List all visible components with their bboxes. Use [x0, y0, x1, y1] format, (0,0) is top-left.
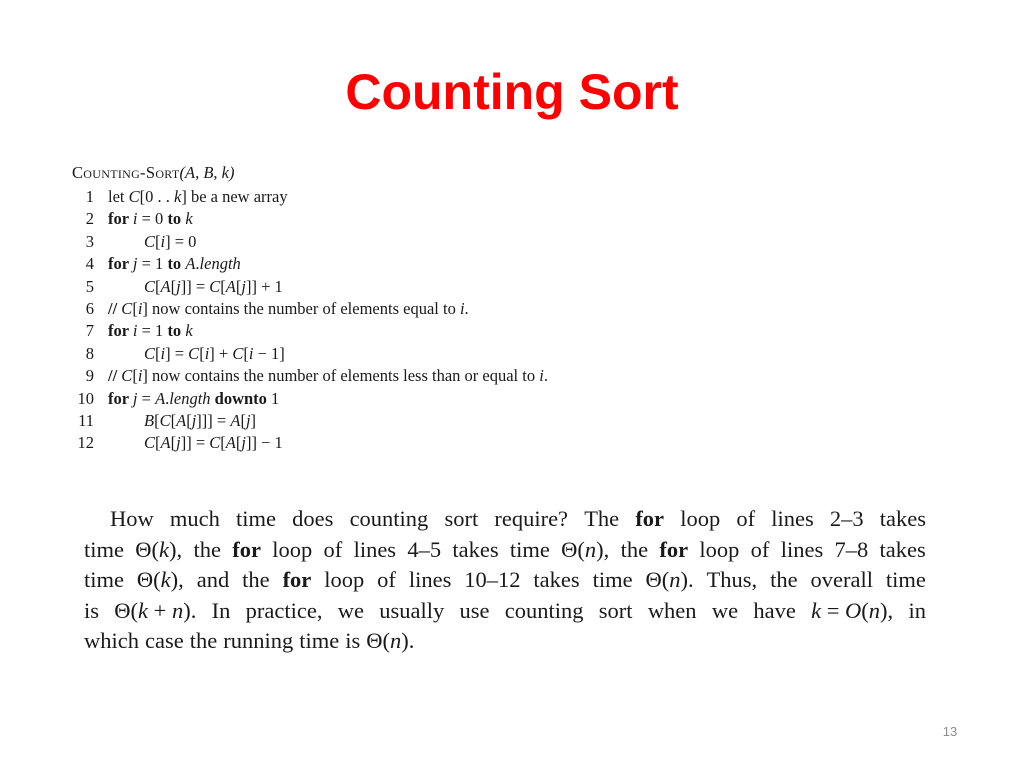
- word: we: [337, 597, 364, 623]
- keyword: to: [167, 209, 186, 229]
- code-text: C: [188, 343, 200, 363]
- word: time: [84, 567, 124, 592]
- code-text: j: [132, 388, 138, 408]
- code-text: i: [204, 343, 210, 363]
- code-text: j: [241, 276, 246, 296]
- word: have: [753, 597, 796, 623]
- code-text: [: [154, 410, 160, 430]
- word: time: [885, 567, 926, 592]
- code-text: [: [186, 410, 192, 430]
- word: lines: [353, 536, 397, 562]
- line-code: [108, 410, 712, 432]
- keyword: to: [167, 321, 186, 341]
- page-number: 13: [942, 724, 958, 739]
- word: time: [592, 567, 633, 592]
- code-text: let: [108, 187, 129, 206]
- word: takes: [533, 567, 580, 592]
- code-text: [: [240, 410, 246, 430]
- code-text: A: [230, 410, 241, 430]
- word: Θ(k),: [136, 567, 184, 592]
- code-text: A: [176, 410, 187, 430]
- pseudocode-block: [72, 160, 712, 455]
- word: of: [377, 567, 396, 592]
- code-text: [: [235, 276, 242, 296]
- word: In: [211, 597, 231, 623]
- word: Thus,: [706, 567, 758, 592]
- line-number: 6: [85, 298, 94, 318]
- word: Θ(n),: [561, 536, 610, 562]
- code-text: C: [128, 187, 140, 206]
- keyword: //: [108, 298, 122, 318]
- code-text: [: [220, 276, 226, 296]
- algorithm-name: Counting-Sort: [72, 163, 180, 182]
- code-text: C: [121, 366, 133, 386]
- code-text: i: [160, 231, 166, 251]
- word: loop: [699, 536, 740, 562]
- code-text: ]] =: [180, 276, 210, 296]
- code-text: B: [144, 410, 155, 430]
- word: for: [659, 536, 689, 562]
- pseudocode-line: [72, 410, 712, 432]
- word: the: [189, 628, 218, 653]
- word: 7–8: [834, 536, 869, 562]
- word: loop: [272, 536, 313, 562]
- word: 4–5: [407, 536, 442, 562]
- code-text: A: [155, 388, 166, 408]
- code-text: =: [137, 388, 156, 408]
- line-code: [108, 231, 712, 253]
- word: 2–3: [829, 506, 864, 531]
- code-text: .: [195, 254, 200, 274]
- code-text: k: [185, 209, 193, 229]
- code-text: ] now contains the number of elements less than or equal to: [142, 366, 540, 386]
- paragraph-line: [84, 596, 926, 627]
- keyword: downto: [210, 388, 272, 408]
- code-text: [: [170, 410, 177, 430]
- code-text: j: [191, 410, 197, 430]
- code-text: ]] − 1: [245, 433, 283, 453]
- code-text: ]] + 1: [245, 276, 283, 296]
- paragraph-line: [84, 535, 926, 566]
- code-text: ] be a new array: [181, 187, 288, 206]
- word: running: [223, 628, 294, 653]
- keyword: to: [167, 254, 186, 274]
- algorithm-signature: [72, 160, 712, 186]
- keyword: for: [108, 321, 133, 341]
- keyword: for: [108, 254, 133, 274]
- line-code: [108, 208, 712, 230]
- code-text: A: [185, 254, 196, 274]
- word: Θ(k),: [135, 536, 183, 562]
- keyword: for: [108, 209, 133, 229]
- code-text: i: [539, 366, 544, 386]
- word: sort: [444, 506, 479, 531]
- paragraph-line: [84, 504, 926, 535]
- word: is: [345, 628, 361, 653]
- pseudocode-lines: [72, 186, 712, 455]
- paragraph-line: [84, 626, 926, 657]
- word: for: [232, 536, 261, 562]
- word: loop: [324, 567, 365, 592]
- line-code: [108, 320, 712, 342]
- code-text: − 1]: [253, 343, 285, 363]
- code-text: .: [464, 298, 469, 318]
- code-text: ] +: [209, 343, 233, 363]
- code-text: A: [160, 276, 171, 296]
- word: usually: [379, 597, 445, 623]
- word: time: [509, 536, 550, 562]
- code-text: ] = 0: [165, 231, 197, 251]
- code-text: = 1: [137, 254, 168, 274]
- code-text: k: [185, 321, 193, 341]
- line-code: [108, 186, 712, 208]
- code-text: [: [220, 433, 226, 453]
- code-text: [: [235, 433, 242, 453]
- paragraph-line: [84, 565, 926, 596]
- word: in: [908, 597, 926, 623]
- pseudocode-line: [72, 298, 712, 320]
- line-code: [108, 253, 712, 275]
- word: time: [299, 628, 340, 653]
- line-number: 4: [85, 254, 94, 274]
- code-text: length: [199, 254, 241, 274]
- pseudocode-line: [72, 388, 712, 410]
- code-text: j: [245, 410, 251, 430]
- line-number: 8: [85, 343, 94, 363]
- code-text: i: [132, 321, 138, 341]
- code-text: A: [160, 433, 171, 453]
- word: takes: [879, 536, 926, 562]
- word: counting: [504, 597, 584, 623]
- word: we: [711, 597, 739, 623]
- code-text: i: [132, 209, 138, 229]
- word: lines: [408, 567, 452, 592]
- line-code: [108, 388, 712, 410]
- word: How: [110, 506, 154, 531]
- line-number: 3: [85, 231, 94, 251]
- code-text: i: [248, 343, 254, 363]
- code-text: [0 . .: [139, 187, 175, 206]
- pseudocode-line: [72, 276, 712, 298]
- word: use: [459, 597, 490, 623]
- line-number: 12: [77, 433, 94, 453]
- pseudocode-line: [72, 208, 712, 230]
- code-text: [: [155, 343, 161, 363]
- code-text: .: [165, 388, 170, 408]
- pseudocode-line: [72, 343, 712, 365]
- line-number: 5: [85, 276, 94, 296]
- word: time: [84, 536, 124, 562]
- word: is: [84, 597, 100, 623]
- line-number: 7: [85, 321, 94, 341]
- code-text: [: [170, 276, 177, 296]
- code-text: i: [137, 366, 143, 386]
- algorithm-args: (A, B, k): [179, 163, 235, 182]
- word: Θ(n).: [645, 567, 694, 592]
- code-text: ] =: [165, 343, 189, 363]
- line-code: [108, 365, 712, 387]
- code-text: = 1: [137, 321, 168, 341]
- line-code: [108, 298, 712, 320]
- word: takes: [879, 506, 926, 531]
- word: much: [169, 506, 220, 531]
- word: lines: [780, 536, 824, 562]
- code-text: i: [137, 298, 143, 318]
- word: case: [145, 628, 184, 653]
- line-code: [108, 432, 712, 454]
- code-text: C: [232, 343, 244, 363]
- word: and: [196, 567, 230, 592]
- pseudocode-line: [72, 320, 712, 342]
- line-number: 9: [85, 366, 94, 386]
- code-text: i: [160, 343, 166, 363]
- word: Θ(k + n).: [114, 597, 197, 623]
- word: when: [647, 597, 697, 623]
- code-text: C: [144, 433, 156, 453]
- word: 10–12: [464, 567, 521, 592]
- code-text: A: [225, 433, 236, 453]
- code-text: C: [144, 276, 156, 296]
- word: of: [323, 536, 343, 562]
- pseudocode-line: [72, 186, 712, 208]
- line-number: 10: [77, 388, 94, 408]
- explanation-paragraph: [84, 504, 926, 657]
- code-text: ]: [250, 410, 257, 430]
- pseudocode-line: [72, 365, 712, 387]
- line-number: 1: [85, 187, 94, 206]
- code-text: ]]] =: [196, 410, 231, 430]
- word: k = O(n),: [811, 597, 894, 623]
- code-text: j: [176, 433, 181, 453]
- line-code: [108, 276, 712, 298]
- code-text: ] now contains the number of elements equal to: [142, 298, 460, 318]
- code-text: [: [155, 231, 161, 251]
- code-text: [: [170, 433, 177, 453]
- word: the: [620, 536, 649, 562]
- word: loop: [680, 506, 721, 531]
- code-text: C: [144, 343, 156, 363]
- word: does: [292, 506, 334, 531]
- word: sort: [598, 597, 633, 623]
- code-text: C: [209, 433, 221, 453]
- code-text: C: [209, 276, 221, 296]
- code-text: k: [174, 187, 182, 206]
- word: for: [282, 567, 312, 592]
- word: overall: [810, 567, 873, 592]
- code-text: C: [121, 298, 133, 318]
- code-text: length: [169, 388, 211, 408]
- word: practice,: [245, 597, 323, 623]
- pseudocode-line: [72, 253, 712, 275]
- code-text: C: [159, 410, 171, 430]
- slide-title: Counting Sort: [345, 64, 679, 120]
- code-text: j: [176, 276, 181, 296]
- word: the: [770, 567, 798, 592]
- code-text: i: [459, 298, 465, 318]
- word: counting: [349, 506, 429, 531]
- keyword: for: [108, 388, 133, 408]
- word: The: [584, 506, 620, 531]
- code-text: ]] =: [180, 433, 210, 453]
- pseudocode-line: [72, 231, 712, 253]
- code-text: [: [199, 343, 205, 363]
- code-text: j: [241, 433, 246, 453]
- word: time: [236, 506, 277, 531]
- code-text: [: [132, 366, 138, 386]
- word: of: [736, 506, 756, 531]
- code-text: .: [543, 366, 548, 386]
- code-text: [: [132, 298, 138, 318]
- code-text: [: [243, 343, 249, 363]
- word: takes: [452, 536, 499, 562]
- code-text: 1: [271, 388, 280, 408]
- word: Θ(n).: [366, 628, 415, 653]
- word: the: [242, 567, 270, 592]
- word: which: [84, 628, 139, 653]
- line-number: 2: [85, 209, 94, 229]
- pseudocode-line: [72, 432, 712, 454]
- word: lines: [771, 506, 814, 531]
- code-text: [: [155, 433, 161, 453]
- code-text: j: [132, 254, 138, 274]
- word: of: [750, 536, 770, 562]
- code-text: A: [225, 276, 236, 296]
- keyword: //: [108, 366, 122, 386]
- code-text: C: [144, 231, 156, 251]
- line-code: [108, 343, 712, 365]
- code-text: = 0: [137, 209, 168, 229]
- code-text: [: [155, 276, 161, 296]
- word: for: [635, 506, 665, 531]
- word: the: [193, 536, 221, 562]
- word: require?: [494, 506, 569, 531]
- line-number: 11: [78, 410, 94, 430]
